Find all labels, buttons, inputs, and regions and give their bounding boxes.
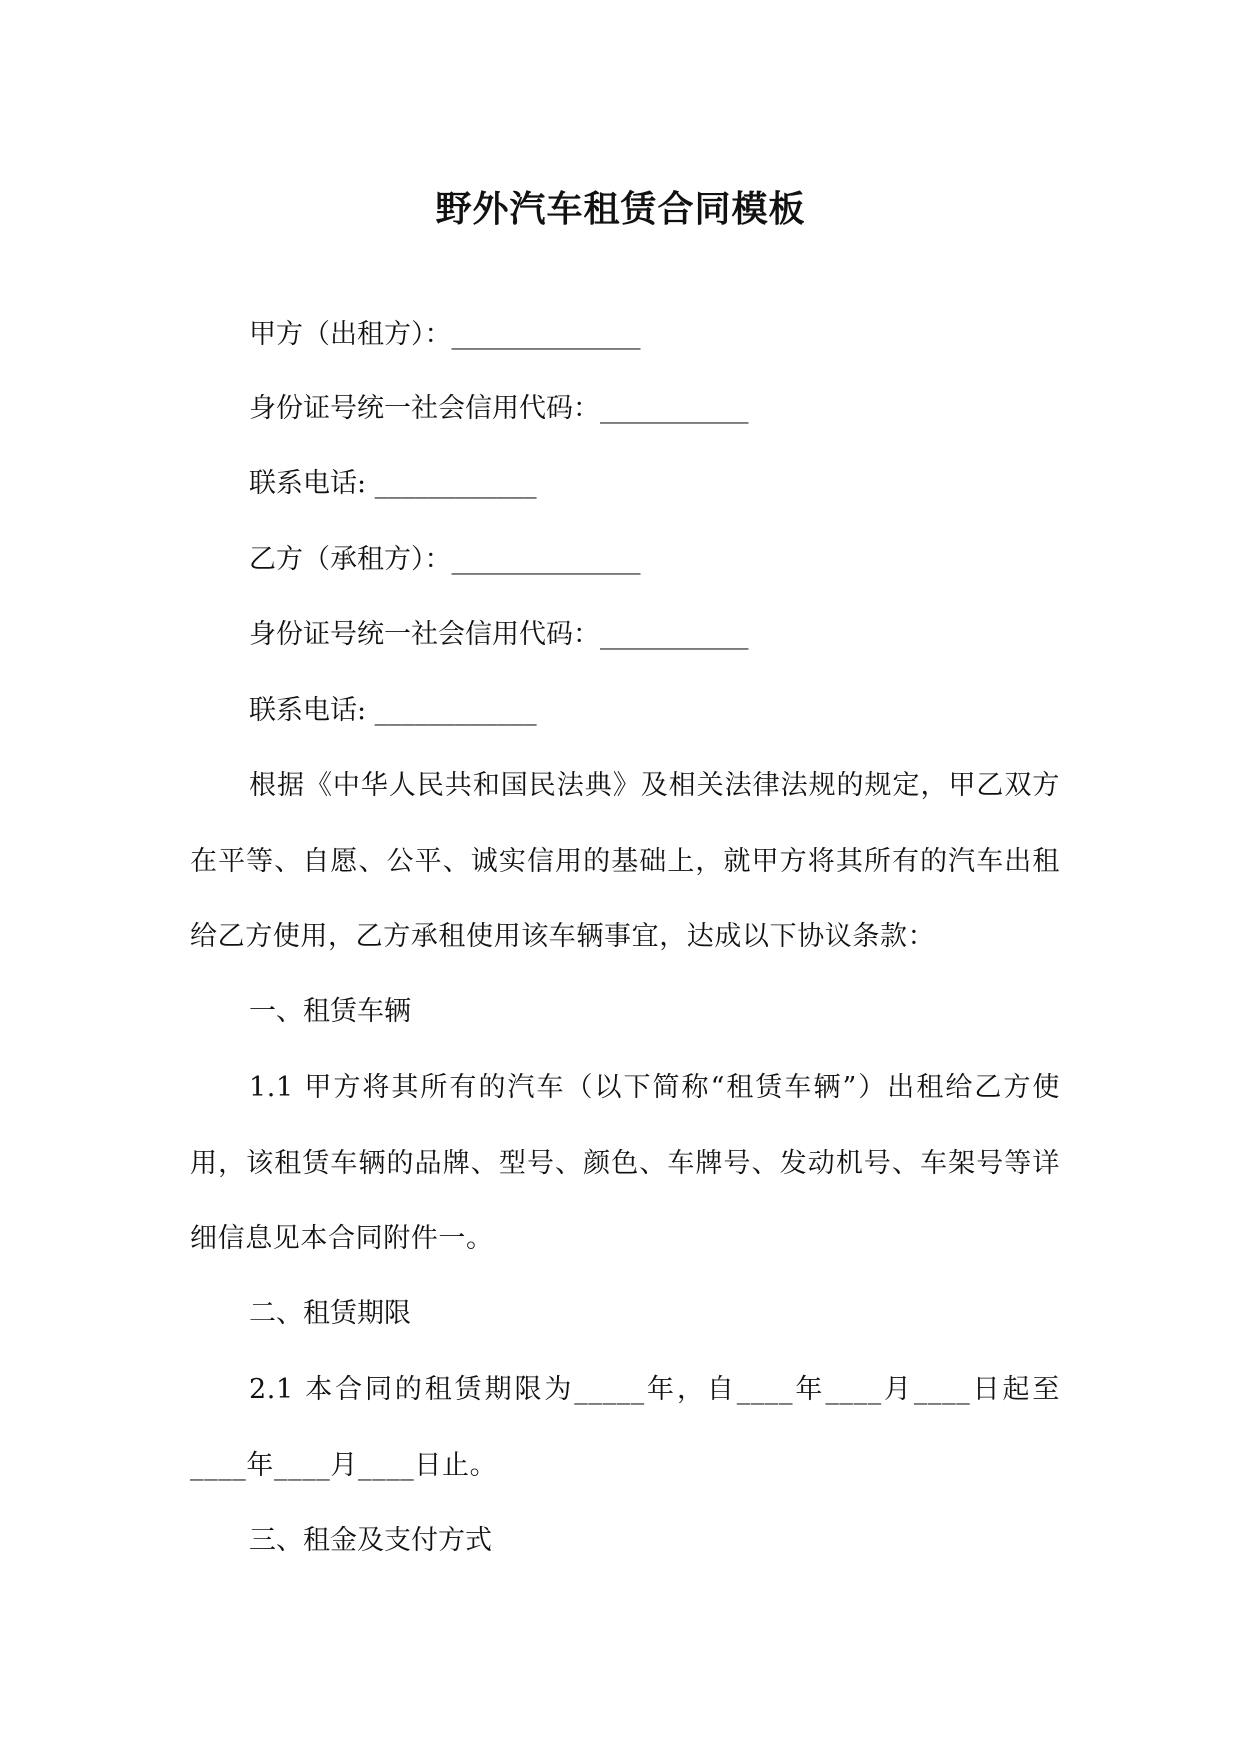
- party-a-label: 甲方（出租方）：______________: [249, 319, 641, 350]
- section-1-heading: 一、租赁车辆: [249, 996, 411, 1027]
- clause-1-1: 1.1 甲方将其所有的汽车（以下简称“租赁车辆”）出租给乙方使用，该租赁车辆的品牌、型号、颜色、车牌号、发动机号、车架号等详细信息见本合同附件一。: [190, 1072, 1060, 1255]
- clause-2-1: 2.1 本合同的租赁期限为_____年，自____年____月____日起至____年____月____日止。: [190, 1374, 1060, 1481]
- party-b-label: 乙方（承租方）：______________: [249, 544, 641, 575]
- party-a-phone: 联系电话: ____________: [249, 468, 537, 499]
- party-b-phone: 联系电话: ____________: [249, 695, 537, 726]
- section-3-heading: 三、租金及支付方式: [249, 1525, 492, 1556]
- section-2-heading: 二、租赁期限: [249, 1298, 411, 1329]
- party-b-id-line: 身份证号统一社会信用代码：___________: [249, 619, 749, 650]
- document-title: 野外汽车租赁合同模板: [435, 188, 806, 230]
- party-a-id-line: 身份证号统一社会信用代码：___________: [249, 393, 749, 424]
- preamble-paragraph: 根据《中华人民共和国民法典》及相关法律法规的规定，甲乙双方在平等、自愿、公平、诚实信用的基础上，就甲方将其所有的汽车出租给乙方使用，乙方承租使用该车辆事宜，达成以下协议条款：: [190, 770, 1060, 953]
